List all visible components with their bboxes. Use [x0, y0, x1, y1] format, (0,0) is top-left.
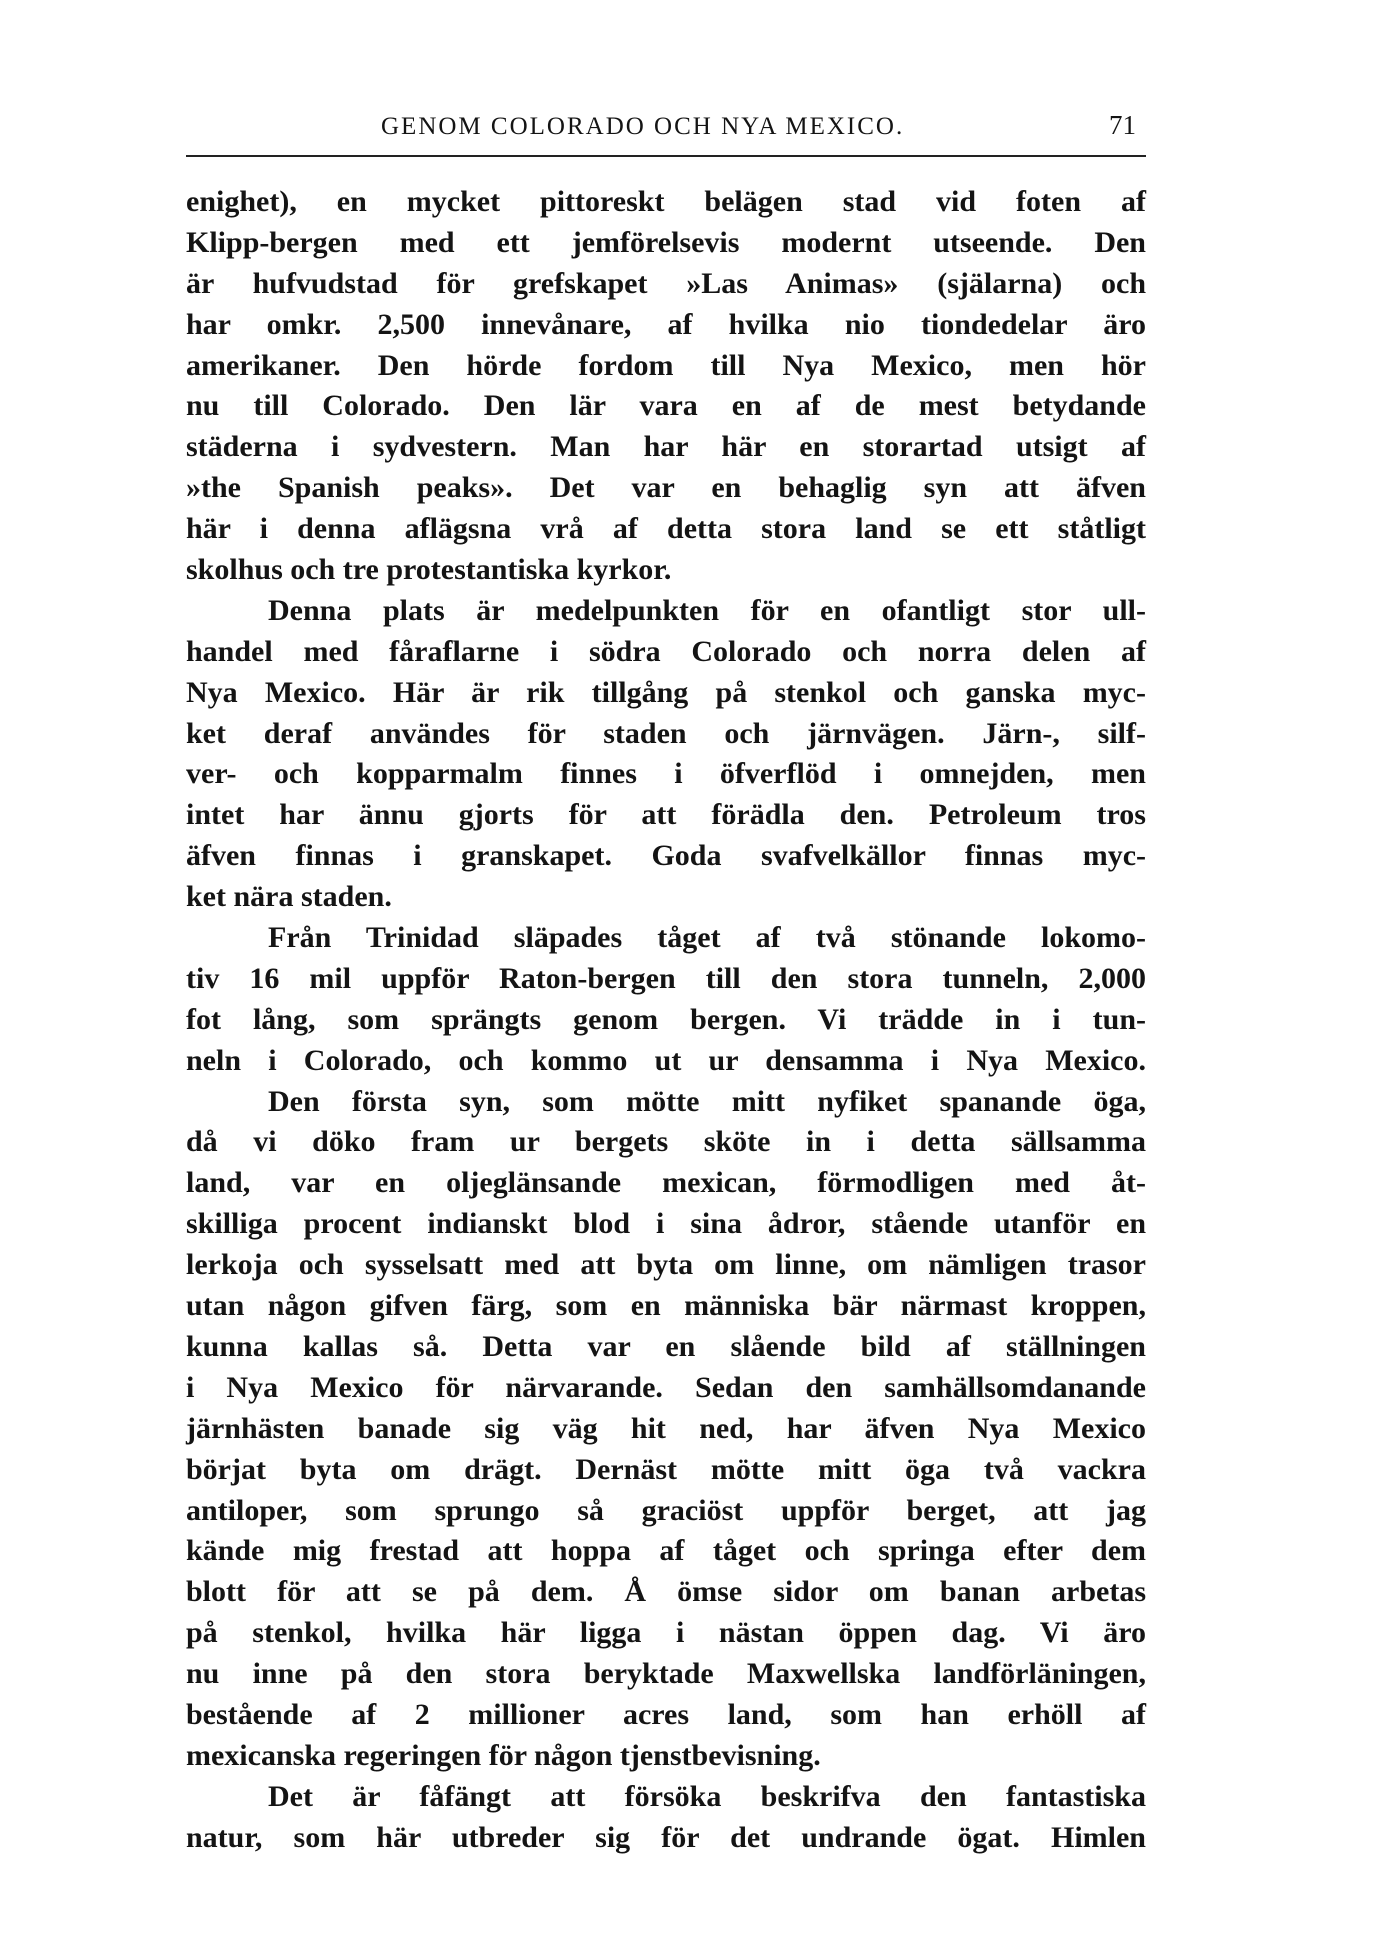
text-line: blott för att se på dem. Å ömse sidor om banan arbetas — [186, 1575, 1146, 1609]
text-line: då vi döko fram ur bergets sköte in i detta sällsamma — [186, 1125, 1146, 1159]
header-rule — [186, 155, 1146, 157]
text-line: i Nya Mexico för närvarande. Sedan den samhällsomdanande — [186, 1370, 1146, 1404]
text-line: »the Spanish peaks». Det var en behaglig syn att äfven — [186, 471, 1146, 505]
text-line: bestående af 2 millioner acres land, som han erhöll af — [186, 1697, 1146, 1731]
text-line: skolhus och tre protestantiska kyrkor. — [186, 553, 672, 587]
text-line: land, var en oljeglänsande mexican, förmodligen med åt- — [186, 1166, 1146, 1200]
text-line: Denna plats är medelpunkten för en ofantligt stor ull- — [268, 593, 1146, 627]
text-line: på stenkol, hvilka här ligga i nästan öppen dag. Vi äro — [186, 1616, 1146, 1650]
text-line: amerikaner. Den hörde fordom till Nya Mexico, men hör — [186, 348, 1146, 382]
text-line: är hufvudstad för grefskapet »Las Animas» (själarna) och — [186, 266, 1146, 300]
text-line: Den första syn, som mötte mitt nyfiket spanande öga, — [268, 1084, 1146, 1118]
text-line: Klipp-bergen med ett jemförelsevis modernt utseende. Den — [186, 225, 1146, 259]
text-line: börjat byta om drägt. Dernäst mötte mitt öga två vackra — [186, 1452, 1146, 1486]
text-line: städerna i sydvestern. Man har här en storartad utsigt af — [186, 430, 1146, 464]
body-text — [186, 182, 1146, 1859]
text-line: intet har ännu gjorts för att förädla den. Petroleum tros — [186, 798, 1146, 832]
text-line: kunna kallas så. Detta var en slående bild af ställningen — [186, 1329, 1146, 1363]
running-title: GENOM COLORADO OCH NYA MEXICO. — [381, 113, 905, 140]
text-line: ver- och kopparmalm finnes i öfverflöd i omnejden, men — [186, 757, 1146, 791]
text-line: här i denna aflägsna vrå af detta stora land se ett ståtligt — [186, 512, 1146, 546]
text-line: Från Trinidad släpades tåget af två stönande lokomo- — [268, 921, 1146, 955]
text-line: skilliga procent indianskt blod i sina ådror, stående utanför en — [186, 1207, 1146, 1241]
text-line: nu inne på den stora beryktade Maxwellska landförläningen, — [186, 1657, 1146, 1691]
running-head — [186, 110, 1146, 150]
text-line: nu till Colorado. Den lär vara en af de mest betydande — [186, 389, 1146, 423]
text-line: neln i Colorado, och kommo ut ur densamma i Nya Mexico. — [186, 1043, 1146, 1077]
text-line: natur, som här utbreder sig för det undrande ögat. Himlen — [186, 1820, 1146, 1854]
text-line: äfven finnas i granskapet. Goda svafvelkällor finnas myc- — [186, 839, 1146, 873]
text-line: Nya Mexico. Här är rik tillgång på stenkol och ganska myc- — [186, 675, 1146, 709]
text-line: enighet), en mycket pittoreskt belägen stad vid foten af — [186, 185, 1146, 218]
text-line: har omkr. 2,500 innevånare, af hvilka nio tiondedelar äro — [186, 307, 1146, 341]
text-line: ket deraf användes för staden och järnvägen. Järn-, silf- — [186, 716, 1146, 750]
text-line: tiv 16 mil uppför Raton-bergen till den stora tunneln, 2,000 — [186, 961, 1146, 995]
text-line: järnhästen banade sig väg hit ned, har äfven Nya Mexico — [186, 1411, 1146, 1445]
text-line: handel med fåraflarne i södra Colorado och norra delen af — [186, 634, 1146, 668]
text-line: antiloper, som sprungo så graciöst uppför berget, att jag — [186, 1493, 1146, 1527]
page-number: 71 — [1109, 110, 1136, 140]
text-line: utan någon gifven färg, som en människa bär närmast kroppen, — [186, 1289, 1146, 1323]
text-line: mexicanska regeringen för någon tjenstbevisning. — [186, 1738, 821, 1772]
text-line: lerkoja och sysselsatt med att byta om linne, om nämligen trasor — [186, 1248, 1146, 1282]
text-line: Det är fåfängt att försöka beskrifva den fantastiska — [268, 1779, 1146, 1813]
text-line: fot lång, som sprängts genom bergen. Vi trädde in i tun- — [186, 1002, 1146, 1036]
text-line: kände mig frestad att hoppa af tåget och springa efter dem — [186, 1534, 1146, 1568]
text-line: ket nära staden. — [186, 880, 392, 914]
